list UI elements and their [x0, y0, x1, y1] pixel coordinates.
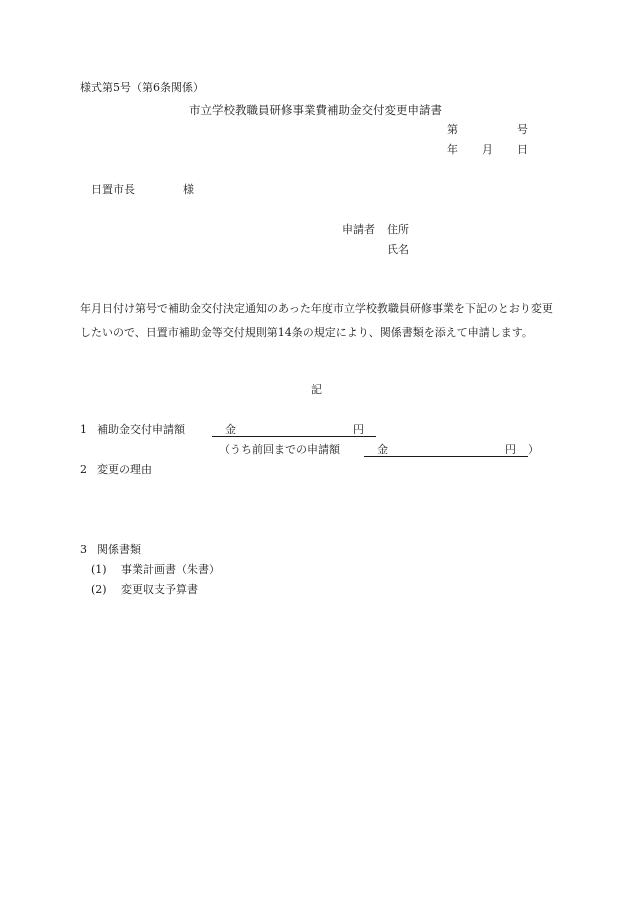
- item2-number: 2: [80, 463, 87, 476]
- doc2-number: (2): [91, 583, 107, 596]
- notes-heading: 記: [311, 383, 322, 396]
- previous-amount-close: ）: [528, 443, 539, 456]
- previous-amount-prefix: 金: [377, 443, 388, 456]
- amount-prefix: 金: [225, 423, 236, 436]
- item3-label: 関係書類: [97, 543, 141, 556]
- body-month: 月: [91, 302, 102, 315]
- item3-number: 3: [80, 543, 87, 556]
- applicant-label: 申請者: [342, 223, 375, 236]
- doc-number-suffix: 号: [517, 123, 528, 136]
- item1-label: 補助金交付申請額: [97, 423, 185, 436]
- previous-amount-suffix: 円: [505, 443, 516, 456]
- body-paragraph: [80, 297, 560, 345]
- addressee-name: 日置市長: [91, 183, 135, 196]
- doc2-label: 変更収支予算書: [121, 583, 198, 596]
- date-year-label: 年: [447, 143, 458, 156]
- document-title: 市立学校教職員研修事業費補助金交付変更申請書: [189, 103, 442, 117]
- body-fiscal-year-text: 年度市立学校教職員研修事業を下記のとおり変更したいので、日置市補助金等交付規則第14条の規定により、関係書類を添えて申請します。: [80, 302, 553, 339]
- applicant-address-label: 住所: [387, 223, 409, 236]
- amount-suffix: 円: [353, 423, 364, 436]
- amount-field: [212, 424, 376, 437]
- addressee-honorific: 様: [183, 183, 194, 196]
- body-date-ref: 日付け第: [102, 302, 146, 315]
- previous-amount-field: [364, 444, 528, 457]
- body-year: 年: [80, 302, 91, 315]
- previous-amount-open: （うち前回までの申請額: [219, 443, 340, 456]
- item1-number: 1: [80, 423, 87, 436]
- date-day-label: 日: [517, 143, 528, 156]
- doc1-number: (1): [91, 563, 107, 576]
- applicant-name-label: 氏名: [387, 243, 409, 256]
- body-number-text: 号で補助金交付決定通知のあった: [146, 302, 311, 315]
- doc-number-prefix: 第: [447, 123, 458, 136]
- form-number: 様式第5号（第6条関係）: [80, 81, 204, 94]
- doc1-label: 事業計画書（朱書）: [121, 563, 220, 576]
- item2-label: 変更の理由: [97, 463, 152, 476]
- date-month-label: 月: [482, 143, 493, 156]
